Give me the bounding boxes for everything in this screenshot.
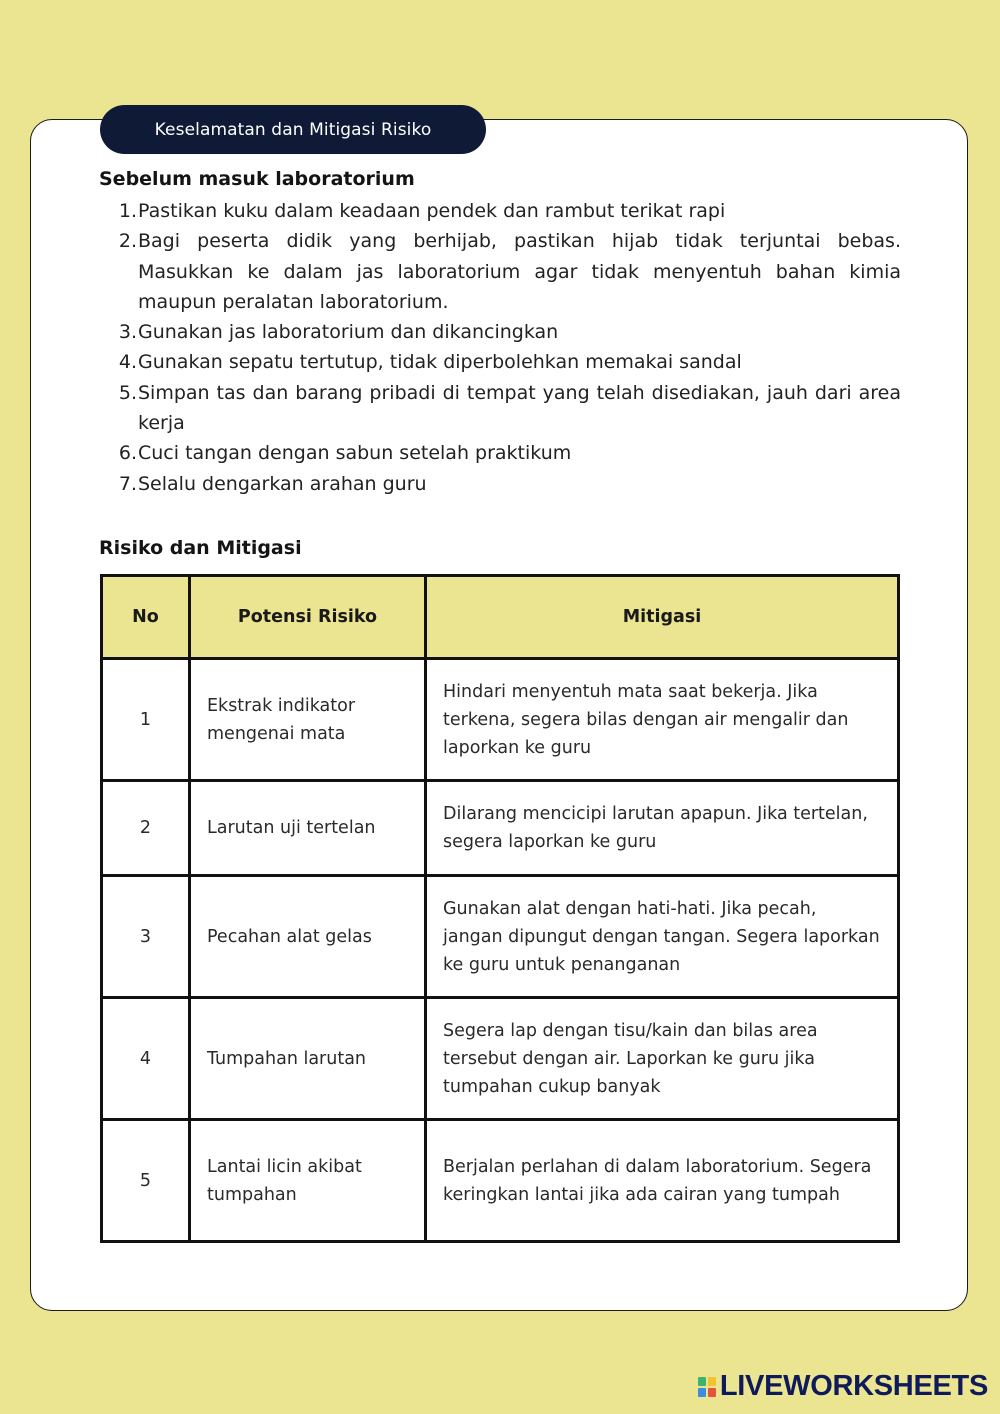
header-risk: Potensi Risiko (190, 576, 426, 659)
liveworksheets-logo-icon (698, 1377, 716, 1397)
header-no: No (102, 576, 190, 659)
list-item-number: 7. (118, 472, 137, 495)
table-row (102, 781, 899, 876)
liveworksheets-brand[interactable] (698, 1370, 988, 1403)
section-header-pill (100, 105, 486, 154)
list-item (99, 438, 901, 468)
brand-text: LIVEWORKSHEETS (719, 1370, 988, 1402)
logo-tile (708, 1377, 716, 1386)
risk-section-title: Risiko dan Mitigasi (99, 537, 302, 559)
before-lab-list (99, 196, 901, 499)
list-item (99, 226, 901, 317)
cell-mitigation: Hindari menyentuh mata saat bekerja. Jika terkena, segera bilas dengan air mengalir dan laporkan ke guru (426, 659, 899, 781)
cell-risk: Pecahan alat gelas (190, 876, 426, 998)
cell-no: 1 (102, 659, 190, 781)
list-item-number: 6. (118, 442, 137, 465)
list-item-number: 3. (118, 321, 137, 344)
risk-mitigation-table (100, 574, 900, 1243)
cell-no: 2 (102, 781, 190, 876)
list-item-text: Gunakan jas laboratorium dan dikancingkan (138, 321, 559, 344)
cell-mitigation: Gunakan alat dengan hati-hati. Jika pecah, jangan dipungut dengan tangan. Segera laporkan ke guru untuk penanganan (426, 876, 899, 998)
logo-tile (708, 1388, 716, 1397)
list-item-text: Cuci tangan dengan sabun setelah praktikum (138, 442, 572, 465)
cell-mitigation: Dilarang mencicipi larutan apapun. Jika tertelan, segera laporkan ke guru (426, 781, 899, 876)
section-header-title: Keselamatan dan Mitigasi Risiko (154, 119, 432, 140)
list-item-text: Selalu dengarkan arahan guru (138, 472, 427, 495)
cell-mitigation: Berjalan perlahan di dalam laboratorium. Segera keringkan lantai jika ada cairan yang tumpah (426, 1120, 899, 1242)
header-mitigation: Mitigasi (426, 576, 899, 659)
list-item (99, 347, 901, 377)
cell-no: 5 (102, 1120, 190, 1242)
cell-mitigation: Segera lap dengan tisu/kain dan bilas area tersebut dengan air. Laporkan ke guru jika tumpahan cukup banyak (426, 998, 899, 1120)
cell-risk: Tumpahan larutan (190, 998, 426, 1120)
list-item (99, 196, 901, 226)
table-row (102, 1120, 899, 1242)
cell-risk: Larutan uji tertelan (190, 781, 426, 876)
cell-risk: Ekstrak indikator mengenai mata (190, 659, 426, 781)
list-item-number: 4. (118, 351, 137, 374)
before-lab-title: Sebelum masuk laboratorium (99, 168, 415, 190)
list-item-text: Simpan tas dan barang pribadi di tempat yang telah disediakan, jauh dari area kerja (138, 381, 901, 435)
list-item (99, 469, 901, 499)
list-item-text: Bagi peserta didik yang berhijab, pastikan hijab tidak terjuntai bebas. Masukkan ke dalam jas laboratorium agar tidak menyentuh bahan kimia maupun peralatan laboratorium. (138, 230, 901, 313)
table-row (102, 998, 899, 1120)
logo-tile (698, 1388, 706, 1397)
list-item-number: 5. (118, 381, 137, 404)
list-item-number: 2. (118, 230, 137, 253)
cell-risk: Lantai licin akibat tumpahan (190, 1120, 426, 1242)
cell-no: 4 (102, 998, 190, 1120)
list-item-number: 1. (118, 200, 137, 222)
list-item-text: Pastikan kuku dalam keadaan pendek dan rambut terikat rapi (138, 200, 726, 222)
table-row (102, 876, 899, 998)
list-item (99, 317, 901, 347)
list-item (99, 378, 901, 439)
table-header-row (102, 576, 899, 659)
cell-no: 3 (102, 876, 190, 998)
table-row (102, 659, 899, 781)
list-item-text: Gunakan sepatu tertutup, tidak diperbolehkan memakai sandal (138, 351, 742, 374)
logo-tile (698, 1377, 706, 1386)
